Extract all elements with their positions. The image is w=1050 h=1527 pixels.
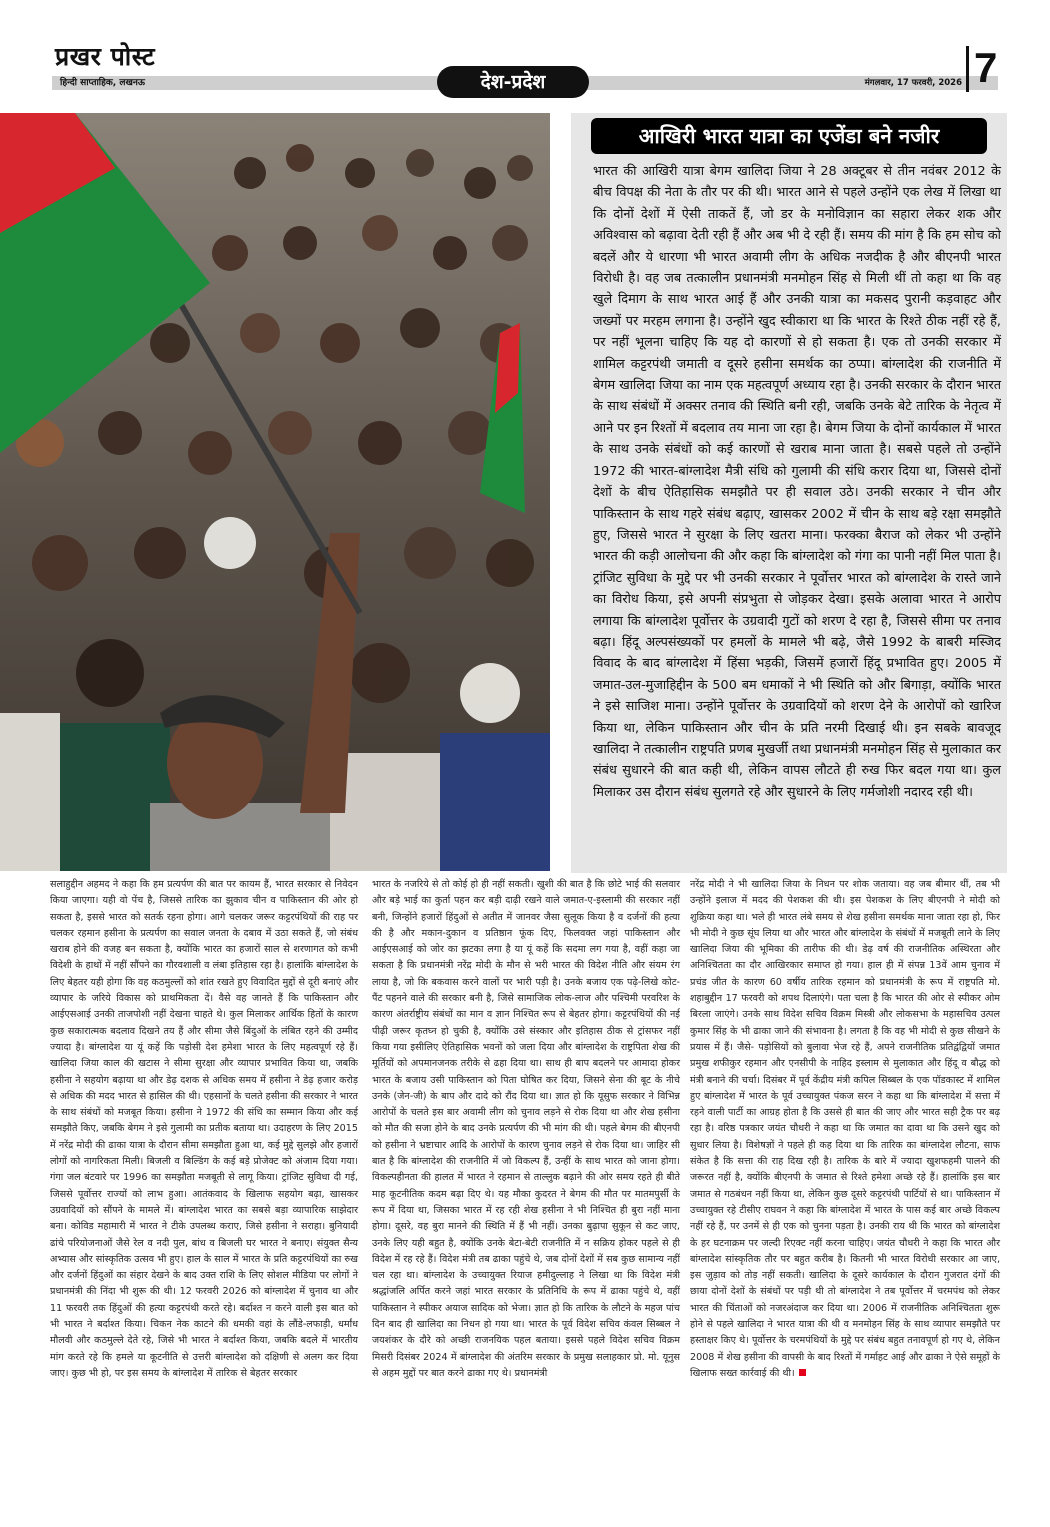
article-end-mark-icon: [799, 1369, 806, 1376]
column-text: [690, 877, 1000, 1382]
page-number: 7: [974, 44, 998, 91]
feature-headline: आखिरी भारत यात्रा का एजेंडा बने नजीर: [591, 118, 987, 154]
feature-body: [593, 161, 1001, 803]
feature-paragraph: भारत की आखिरी यात्रा बेगम खालिदा जिया ने 28 अक्टूबर से तीन नवंबर 2012 के बीच विपक्ष की नेता के तौर पर की थी। भारत आने से पहले उन्होंने एक लेख में लिखा था कि दोनों देशों में ऐसी ताकतें हैं, जो डर के मनोविज्ञान का सहारा लेकर शक और अविश्वास को बढ़ावा देती रही हैं और अब भी दे रही हैं। समय की मांग है कि हम सोच को बदलें और ये धारणा भी भारत अवामी लीग के अधिक नजदीक है और बीएनपी भारत विरोधी है। वह जब तत्कालीन प्रधानमंत्री मनमोहन सिंह से मिली थीं तो कहा था कि वह खुले दिमाग के साथ भारत आई हैं और उनकी यात्रा का मकसद पुरानी कड़वाहट और जख्मों पर मरहम लगाना है। उन्होंने खुद स्वीकारा था कि भारत के रिश्ते ठीक नहीं रहे हैं, पर नहीं भूलना चाहिए कि यह दो कारणों से हो सकता है। एक तो उनकी सरकार में शामिल कट्टरपंथी जमाती व दूसरे हसीना समर्थक का ठप्पा। बांग्लादेश की राजनीति में बेगम खालिदा जिया का नाम एक महत्वपूर्ण अध्याय रहा है। उनकी सरकार के दौरान भारत के साथ संबंधों में अक्सर तनाव की स्थिति बनी रही, जबकि उनके बेटे तारिक के नेतृत्व में आने पर इन रिश्तों में बदलाव तय माना जा रहा है। बेगम जिया के दोनों कार्यकाल में भारत के साथ उनके संबंधों को कई कारणों से खराब माना जाता है। सबसे पहले तो उन्होंने 1972 की भारत-बांग्लादेश मैत्री संधि को गुलामी की संधि करार दिया था, जिससे दोनों देशों के बीच ऐतिहासिक समझौते पर ही सवाल उठे। उनकी सरकार ने चीन और पाकिस्तान के साथ गहरे संबंध बढ़ाए, खासकर 2002 में चीन के साथ बड़े रक्षा समझौते हुए, जिससे भारत ने सुरक्षा के लिए खतरा माना। फरक्का बैराज को लेकर भी उन्होंने भारत की कड़ी आलोचना की और कहा कि बांग्लादेश को गंगा का पानी नहीं मिल पाता है। ट्रांजिट सुविधा के मुद्दे पर भी उनकी सरकार ने पूर्वोत्तर भारत को बांग्लादेश के रास्ते जाने का विरोध किया, इसे अपनी संप्रभुता से जोड़कर देखा। इसके अलावा भारत ने आरोप लगाया कि बांग्लादेश पूर्वोत्तर के उग्रवादी गुटों को शरण दे रहा है, जिससे सीमा पर तनाव बढ़ा। हिंदू अल्पसंख्यकों पर हमलों के मामले भी बढ़े, जैसे 1992 के बाबरी मस्जिद विवाद के बाद बांग्लादेश में हिंसा भड़की, जिसमें हजारों हिंदू प्रभावित हुए। 2005 में जमात-उल-मुजाहिद्दीन के 500 बम धमाकों ने भी स्थिति को और बिगाड़ा, क्योंकि भारत ने इसे साजिश माना। उन्होंने पूर्वोत्तर के उग्रवादियों को शरण देने के आरोपों को खारिज किया था, लेकिन पाकिस्तान और चीन के प्रति नरमी दिखाई थी। इन सबके बावजूद खालिदा ने तत्कालीन राष्ट्रपति प्रणब मुखर्जी तथा प्रधानमंत्री मनमोहन सिंह से मुलाकात कर संबंध सुधारने की बात कही थी, लेकिन वापस लौटते ही रुख फिर बदल गया था। कुल मिलाकर उस दौरान संबंध सुलगते रहे और सुधारने के लिए गर्मजोशी नदारद रही थी।: [593, 164, 1002, 800]
rally-photo: [0, 113, 550, 871]
column-text: सलाहुद्दीन अहमद ने कहा कि हम प्रत्यर्पण की बात पर कायम हैं, भारत सरकार से निवेदन किया जाएगा। यही वो पेंच है, जिससे तारिक का झुकाव चीन व पाकिस्तान की ओर हो सकता है, इससे भारत को सतर्क रहना होगा। आगे चलकर जरूर कट्टरपंथियों की राह पर चलकर रहमान हसीना के प्रत्यर्पण का सवाल जनता के दबाव में उठा सकते हैं, जो संबंध खराब होने की वजह बन सकता है, क्योंकि भारत का हजारों साल से शरणागत को कभी विदेशी के हाथों में नहीं सौंपने का गौरवशाली व लंबा इतिहास रहा है। हालांकि बांग्लादेश के लिए बेहतर यही होगा कि वह कठमुल्लों को शांत रखते हुए विवादित मुद्दों से दूरी बनाएं और व्यापार के जरिये विकास को प्राथमिकता दें। वैसे वह जानते हैं कि पाकिस्तान और आईएसआई उनकी ताजपोशी नहीं देखना चाहते थे। कुल मिलाकर आर्थिक हितों के कारण कुछ सकारात्मक बदलाव दिखने तय हैं और सीमा जैसे बिंदुओं के लंबित रहने की उम्मीद ज्यादा है। बांग्लादेश या यूं कहें कि पड़ोसी देश हमेशा भारत के लिए महत्वपूर्ण रहे हैं। खालिदा जिया काल की खटास ने सीमा सुरक्षा और व्यापार प्रभावित किया था, जबकि हसीना ने सहयोग बढ़ाया था और डेढ़ दशक से अधिक समय में हसीना ने डेढ़ हजार करोड़ से अधिक की मदद भारत से हासिल की थी। एहसानों के चलते हसीना की सरकार ने भारत के साथ संबंधों को मजबूत किया। हसीना ने 1972 की संधि का सम्मान किया और कई समझौते किए, जबकि बेगम ने इसे गुलामी का प्रतीक बताया था। उदाहरण के लिए 2015 में नरेंद्र मोदी की ढाका यात्रा के दौरान सीमा समझौता हुआ था, कई मुद्दे सुलझे और हजारों लोगों को नागरिकता मिली। बिजली व बिल्डिंग के कई बड़े प्रोजेक्ट को अंजाम दिया गया। गंगा जल बंटवारे पर 1996 का समझौता मजबूती से लागू किया। ट्रांजिट सुविधा दी गई, जिससे पूर्वोत्तर राज्यों को लाभ हुआ। आतंकवाद के खिलाफ सहयोग बढ़ा, खासकर उग्रवादियों को सौंपने के मामले में। बांग्लादेश भारत का सबसे बड़ा व्यापारिक साझेदार बना। कोविड महामारी में भारत ने टीके उपलब्ध कराए, जिसे हसीना ने सराहा। बुनियादी ढांचे परियोजनाओं जैसे रेल व नदी पुल, बांध व बिजली घर भारत ने बनाए। संयुक्त सैन्य अभ्यास और सांस्कृतिक उत्सव भी हुए। हाल के साल में भारत के प्रति कट्टरपंथियों का रुख और दर्जनों हिंदुओं का संहार देखने के बाद उक्त राशि के लिए सोशल मीडिया पर लोगों ने प्रधानमंत्री की निंदा भी शुरू की थी। 12 फरवरी 2026 को बांग्लादेश में चुनाव था और 11 फरवरी तक हिंदुओं की हत्या कट्टरपंथी करते रहे। बर्दाश्त न करने वाली इस बात को भी भारत ने बर्दाश्त किया। चिकन नेक काटने की धमकी वहां के लौंडे-लफाड़ी, धर्मांध मौलवी और कठमुल्ले देते रहे, जिसे भी भारत ने बर्दाश्त किया, जबकि बदले में भारतीय मांग करते रहे कि हमले या कूटनीति से उत्तरी बांग्लादेश को दक्षिणी से अलग कर दिया जाए। कुछ भी हो, पर इस समय के बांग्लादेश में तारिक से बेहतर सरकार: [50, 879, 358, 1379]
issue-date: मंगलवार, 17 फरवरी, 2026: [864, 78, 962, 88]
newspaper-subtitle: हिन्दी साप्ताहिक, लखनऊ: [60, 78, 145, 88]
feature-article: [571, 113, 1007, 873]
section-label: देश-प्रदेश: [437, 66, 589, 98]
rally-photo-illustration: [0, 113, 550, 871]
article-column-1: [50, 877, 358, 1382]
article-column-2: [372, 877, 680, 1382]
article-column-3: [690, 877, 1000, 1382]
column-text: भारत के नजरिये से तो कोई हो ही नहीं सकती। खुशी की बात है कि छोटे भाई की सलवार और बड़े भाई का कुर्ता पहन कर बड़ी दाढ़ी रखने वाले जमात-ए-इस्लामी की सरकार नहीं बनी, जिन्होंने हजारों हिंदुओं से अतीत में जानवर जैसा सुलूक किया है व दर्जनों की हत्या की है और मकान-दुकान व प्रतिष्ठान फूंक दिए, फिलवक्त जहां पाकिस्तान और आईएसआई को जोर का झटका लगा है या यूं कहें कि सदमा लग गया है, वहीं कहा जा सकता है कि प्रधानमंत्री नरेंद्र मोदी के मौन से भरी भारत की विदेश नीति और संयम रंग लाया है, जो कि बकवास करने वालों पर भारी पड़ी है। उनके बजाय एक पढ़े-लिखे कोट-पैंट पहनने वाले की सरकार बनी है, जिसे सामाजिक लोक-लाज और पश्चिमी परवरिश के कारण अंतर्राष्ट्रीय संबंधों का मान व ज्ञान निश्चित रूप से बेहतर होगा। कट्टरपंथियों की नई पीढ़ी जरूर कृतघ्न हो चुकी है, क्योंकि उसे संस्कार और इतिहास ठीक से ट्रांसफर नहीं किया गया इसीलिए ऐतिहासिक भवनों को जला दिया और बांग्लादेश के राष्ट्रपिता शेख की मूर्तियों को अपमानजनक तरीके से ढहा दिया था। साथ ही बाप बदलने पर आमादा होकर भारत के बजाय उसी पाकिस्तान को पिता घोषित कर दिया, जिसने सेना की बूट के नीचे उनके (जेन-जी) के बाप और दादे को रौंद दिया था। ज्ञात हो कि यूसुफ सरकार ने विभिन्न आरोपों के चलते इस बार अवामी लीग को चुनाव लड़ने से रोक दिया था और शेख हसीना को मौत की सजा होने के बाद उनके प्रत्यर्पण की भी मांग की थी। पहले बेगम की बीएनपी को हसीना ने भ्रष्टाचार आदि के आरोपों के कारण चुनाव लड़ने से रोक दिया था। जाहिर सी बात है कि बांग्लादेश की राजनीति में जो विकल्प हैं, उन्हीं के साथ भारत को जाना होगा। विकल्पहीनता की हालत में भारत ने रहमान से ताल्लुक बढ़ाने की ओर समय रहते ही बीते माह कूटनीतिक कदम बढ़ा दिए थे। यह मौका कुदरत ने बेगम की मौत पर मातमपुर्सी के रूप में दिया था, जिसका भारत में रह रही शेख हसीना ने भी निश्चित ही बुरा नहीं माना होगा। दूसरे, वह बुरा मानने की स्थिति में हैं भी नहीं। उनका बुढ़ापा सुकून से कट जाए, उनके लिए यही बहुत है, क्योंकि उनके बेटा-बेटी राजनीति में न सक्रिय होकर पहले से ही विदेश में रह रहे हैं। विदेश मंत्री तब ढाका पहुंचे थे, जब दोनों देशों में सब कुछ सामान्य नहीं चल रहा था। बांग्लादेश के उच्चायुक्त रियाज हमीदुल्लाह ने लिखा था कि विदेश मंत्री श्रद्धांजलि अर्पित करने जहां भारत सरकार के प्रतिनिधि के रूप में ढाका पहुंचे थे, वहीं पाकिस्तान ने स्पीकर अयाज सादिक को भेजा। ज्ञात हो कि तारिक के लौटने के महज पांच दिन बाद ही खालिदा का निधन हो गया था। भारत के पूर्व विदेश सचिव कंवल सिब्बल ने जयशंकर के दौरे को अच्छी राजनयिक पहल बताया। इससे पहले विदेश सचिव विक्रम मिसरी दिसंबर 2024 में बांग्लादेश की अंतरिम सरकार के प्रमुख सलाहकार प्रो. मो. यूनुस से अहम मुद्दों पर बात करने ढाका गए थे। प्रधानमंत्री: [372, 879, 680, 1379]
page-number-divider: [966, 46, 969, 92]
column-text-content: नरेंद्र मोदी ने भी खालिदा जिया के निधन पर शोक जताया। वह जब बीमार थीं, तब भी उन्होंने इलाज में मदद की पेशकश की थी। इस पेशकश के लिए बीएनपी ने मोदी को शुक्रिया कहा था। भले ही भारत लंबे समय से शेख हसीना समर्थक माना जाता रहा हो, फिर भी मोदी ने कुछ सूंघ लिया था और भारत और बांग्लादेश के संबंधों में मजबूती लाने के लिए खालिदा जिया की भूमिका की तारीफ की थी। डेढ़ वर्ष की राजनीतिक अस्थिरता और अनिश्चितता का दौर आखिरकार समाप्त हो गया। हाल ही में संपन्न 13वें आम चुनाव में प्रचंड जीत के कारण 60 वर्षीय तारिक रहमान को प्रधानमंत्री के रूप में राष्ट्रपति मो. शहाबुद्दीन 17 फरवरी को शपथ दिलाएंगे। पता चला है कि भारत की ओर से स्पीकर ओम बिरला जाएंगे। उनके साथ विदेश सचिव विक्रम मिस्त्री और लोकसभा के महासचिव उत्पल कुमार सिंह के भी ढाका जाने की संभावना है। लगता है कि वह भी मोदी से कुछ सीखने के प्रयास में हैं। जैसे- पड़ोसियों को बुलावा भेज रहे हैं, अपने राजनीतिक प्रतिद्वंद्वियों जमात प्रमुख शफीकुर रहमान और एनसीपी के नाहिद इस्लाम से मुलाकात और हिंदू व बौद्ध को मंत्री बनाने की चर्चा। दिसंबर में पूर्व केंद्रीय मंत्री कपिल सिब्बल के एक पॉडकास्ट में शामिल हुए बांग्लादेश में भारत के पूर्व उच्चायुक्त पंकज सरन ने कहा था कि बांग्लादेश में सत्ता में रहने वाली पार्टी का आग्रह होता है कि उससे ही बात की जाए और भारत सही ट्रैक पर बढ़ रहा है। वरिष्ठ पत्रकार जयंत चौधरी ने कहा था कि जमात का दावा था कि उसने खुद को सुधार लिया है। विशेषज्ञों ने पहले ही कह दिया था कि तारिक का बांग्लादेश लौटना, साफ संकेत है कि सत्ता की राह दिख रही है। तारिक के बारे में ज्यादा खुशफहमी पालने की जरूरत नहीं है, क्योंकि बीएनपी के जमात से रिश्ते हमेशा अच्छे रहे हैं। हालांकि इस बार जमात से गठबंधन नहीं किया था, लेकिन कुछ दूसरे कट्टरपंथी पार्टियों से था। पाकिस्तान में उच्चायुक्त रहे टीसीए राघवन ने कहा कि बांग्लादेश में भारत के पास कई बार अच्छे विकल्प नहीं रहे हैं, पर उनमें से ही एक को चुनना पड़ता है। उनकी राय थी कि भारत को बांग्लादेश के हर घटनाक्रम पर जल्दी रिएक्ट नहीं करना चाहिए। जयंत चौधरी ने कहा कि भारत और बांग्लादेश सांस्कृतिक तौर पर बहुत करीब है। कितनी भी भारत विरोधी सरकार आ जाए, इस जुड़ाव को तोड़ नहीं सकती। खालिदा के दूसरे कार्यकाल के दौरान गुजरात दंगों की छाया दोनों देशों के संबंधों पर पड़ी थी तो बांग्लादेश ने तब पूर्वोत्तर में चरमपंथ को लेकर भारत की चिंताओं को नजरअंदाज कर दिया था। 2006 में राजनीतिक अनिश्चितता शुरू होने से पहले खालिदा ने भारत यात्रा की थी व मनमोहन सिंह के साथ व्यापार समझौते पर हस्ताक्षर किए थे। पूर्वोत्तर के चरमपंथियों के मुद्दे पर संबंध बहुत तनावपूर्ण हो गए थे, लेकिन 2008 में शेख हसीना की वापसी के बाद रिश्तों में गर्माहट आई और ढाका ने ऐसे समूहों के खिलाफ सख्त कार्रवाई की थी।: [690, 879, 1000, 1379]
newspaper-title: प्रखर पोस्ट: [55, 42, 156, 71]
